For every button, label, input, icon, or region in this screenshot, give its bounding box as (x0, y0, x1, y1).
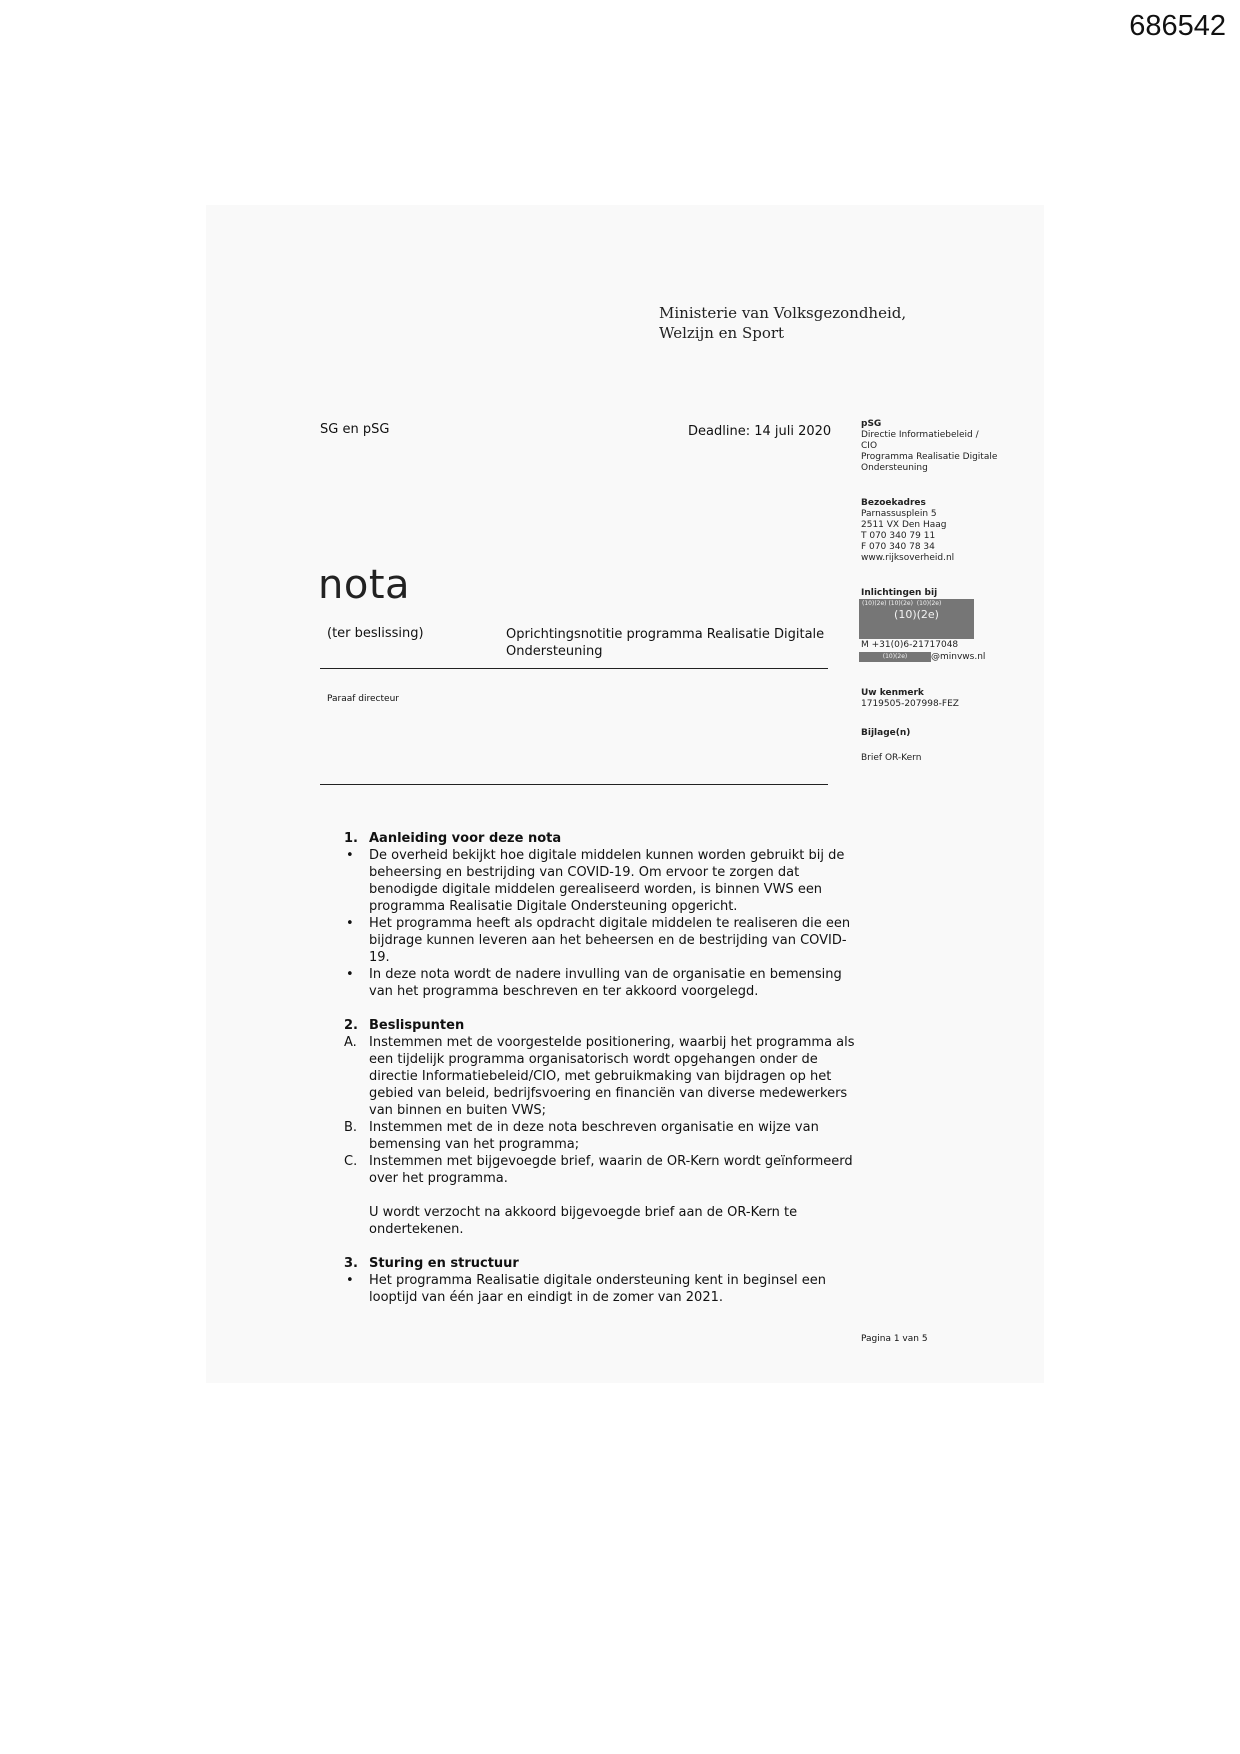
sidebar-line: Parnassusplein 5 (861, 509, 937, 519)
list-line: De overheid bekijkt hoe digitale middelen kunnen worden gebruikt bij de (369, 848, 845, 863)
list-item (344, 966, 864, 1000)
bullet-marker: • (346, 848, 354, 863)
list-line: bemensing van het programma; (369, 1137, 580, 1152)
list-line: programma Realisatie Digitale Ondersteuning opgericht. (369, 899, 738, 914)
list-line: In deze nota wordt de nadere invulling van de organisatie en bemensing (369, 967, 842, 982)
sidebar-contact-heading (861, 588, 937, 599)
sidebar-line: F 070 340 78 34 (861, 542, 935, 552)
subject (506, 626, 836, 660)
list-line: directie Informatiebeleid/CIO, met gebruikmaking van bijdragen op het (369, 1069, 832, 1084)
redaction-code: (10)(2e) (894, 608, 939, 621)
list-marker: C. (344, 1154, 358, 1169)
sidebar-email-domain: @minvws.nl (931, 652, 986, 662)
list-line: een tijdelijk programma organisatorisch wordt opgehangen onder de (369, 1052, 818, 1067)
section-title: Beslispunten (369, 1018, 465, 1033)
bullet-marker: • (346, 967, 354, 982)
ministry-name-line: Welzijn en Sport (659, 324, 785, 342)
email-redaction: (10)(2e) (859, 652, 931, 662)
decision-list (344, 1034, 864, 1187)
list-line: looptijd van één jaar en eindigt in de zomer van 2021. (369, 1290, 723, 1305)
list-line: Instemmen met bijgevoegde brief, waarin de OR-Kern wordt geïnformeerd (369, 1154, 853, 1169)
section-title: Aanleiding voor deze nota (369, 831, 562, 846)
redaction-code: (10)(2e) (862, 600, 887, 607)
ministry-logotype (659, 303, 906, 343)
subject-line: Oprichtingsnotitie programma Realisatie Digitale (506, 627, 825, 642)
list-line: 19. (369, 950, 390, 965)
list-line: Instemmen met de in deze nota beschreven organisatie en wijze van (369, 1120, 819, 1135)
section-heading (344, 1255, 864, 1272)
sidebar-line: www.rijksoverheid.nl (861, 553, 955, 563)
sidebar-bijlagen-value: Brief OR-Kern (861, 753, 922, 763)
paraaf-label: Paraaf directeur (327, 694, 399, 704)
list-item (344, 1272, 864, 1306)
sidebar-org (861, 419, 997, 474)
list-line: van binnen en buiten VWS; (369, 1103, 547, 1118)
list-line: Het programma heeft als opdracht digitale middelen te realiseren die een (369, 916, 851, 931)
document-id: 686542 (1129, 10, 1226, 42)
list-line: Instemmen met de voorgestelde positionering, waarbij het programma als (369, 1035, 855, 1050)
sidebar-visit-address (861, 498, 954, 564)
decision-type: (ter beslissing) (327, 626, 424, 641)
section-heading (344, 1017, 864, 1034)
sidebar-line: Programma Realisatie Digitale (861, 452, 998, 462)
paragraph-line: ondertekenen. (369, 1222, 464, 1237)
deadline: Deadline: 14 juli 2020 (688, 424, 832, 439)
sidebar-heading: Inlichtingen bij (861, 588, 938, 598)
ministry-name-line: Ministerie van Volksgezondheid, (659, 304, 907, 322)
bullet-marker: • (346, 916, 354, 931)
list-line: over het programma. (369, 1171, 508, 1186)
redaction-block (859, 599, 974, 639)
redaction-code: (10)(2e) (916, 600, 942, 607)
sidebar-line: Ondersteuning (861, 463, 928, 473)
divider (320, 668, 828, 669)
list-item (344, 1119, 864, 1153)
sidebar-bijlagen-heading (861, 728, 910, 739)
nota-body (344, 830, 864, 1306)
list-line: Het programma Realisatie digitale ondersteuning kent in beginsel een (369, 1273, 826, 1288)
list-line: van het programma beschreven en ter akkoord voorgelegd. (369, 984, 759, 999)
list-item (344, 847, 864, 915)
list-marker: B. (344, 1120, 358, 1135)
section-heading (344, 830, 864, 847)
section-title: Sturing en structuur (369, 1256, 519, 1271)
bullet-marker: • (346, 1273, 354, 1288)
bullet-list (344, 1272, 864, 1306)
sidebar-line: 2511 VX Den Haag (861, 520, 947, 530)
sidebar-line: T 070 340 79 11 (861, 531, 936, 541)
list-line: benodigde digitale middelen gerealiseerd worden, is binnen VWS een (369, 882, 823, 897)
divider (320, 784, 828, 785)
redaction-code: (10)(2e) (888, 600, 913, 607)
sidebar-heading: pSG (861, 419, 882, 429)
document-title: nota (318, 562, 411, 608)
section-number: 1. (344, 831, 358, 846)
list-line: bijdrage kunnen leveren aan het beheersen en de bestrijding van COVID- (369, 933, 847, 948)
list-item (344, 1034, 864, 1119)
list-marker: A. (344, 1035, 357, 1050)
sidebar-kenmerk (861, 688, 959, 710)
list-item (344, 915, 864, 966)
section-number: 2. (344, 1018, 358, 1033)
sidebar-heading: Uw kenmerk (861, 688, 924, 698)
bullet-list (344, 847, 864, 1000)
addressee: SG en pSG (320, 422, 390, 437)
list-line: beheersing en bestrijding van COVID-19. Om ervoor te zorgen dat (369, 865, 800, 880)
list-line: gebied van beleid, bedrijfsvoering en financiën van diverse medewerkers (369, 1086, 848, 1101)
section-number: 3. (344, 1256, 358, 1271)
sidebar-mobile: M +31(0)6-21717048 (861, 640, 959, 650)
paragraph-line: U wordt verzocht na akkoord bijgevoegde brief aan de OR-Kern te (369, 1205, 798, 1220)
sidebar-line: CIO (861, 441, 878, 451)
sidebar-heading: Bezoekadres (861, 498, 926, 508)
sidebar-line: 1719505-207998-FEZ (861, 699, 959, 709)
page-number: Pagina 1 van 5 (861, 1334, 928, 1344)
sidebar-heading: Bijlage(n) (861, 728, 911, 738)
list-item (344, 1153, 864, 1187)
subject-line: Ondersteuning (506, 644, 603, 659)
sidebar-line: Directie Informatiebeleid / (861, 430, 979, 440)
request-paragraph (344, 1204, 864, 1238)
